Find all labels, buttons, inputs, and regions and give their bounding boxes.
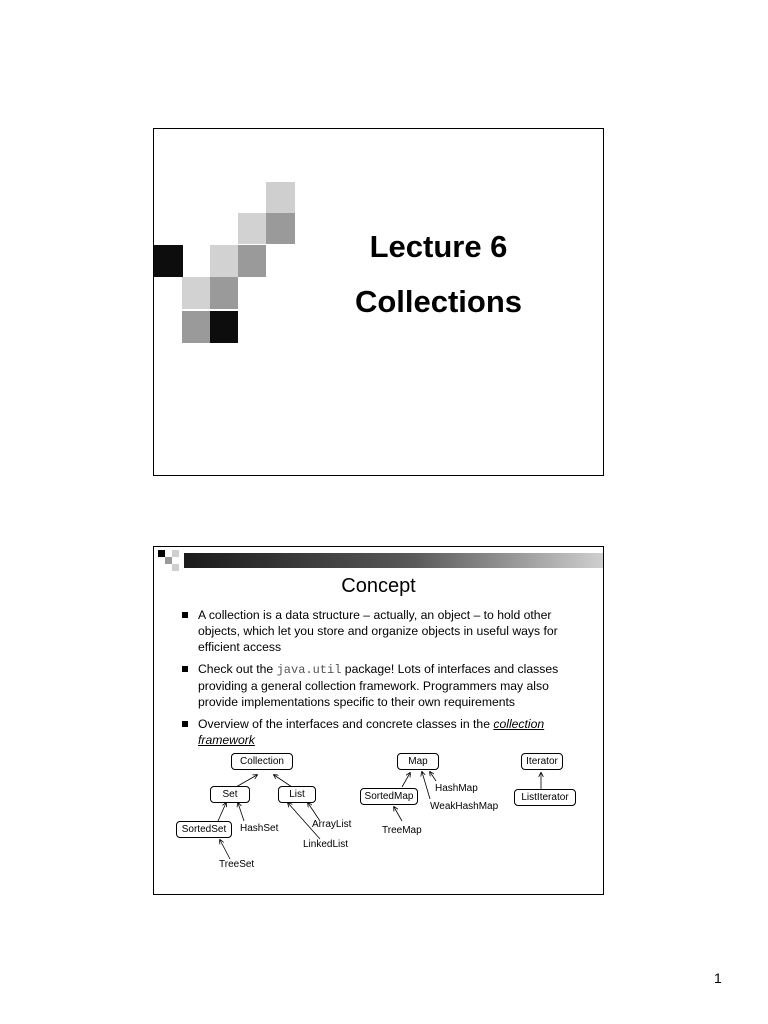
slide-title-line-1: Lecture 6 bbox=[369, 229, 508, 264]
iterator-node: Iterator bbox=[521, 753, 563, 770]
square bbox=[266, 182, 295, 213]
square bbox=[210, 277, 238, 309]
square bbox=[238, 245, 266, 277]
square bbox=[210, 245, 238, 277]
listiterator-node: ListIterator bbox=[514, 789, 576, 806]
treemap-label: TreeMap bbox=[382, 825, 422, 836]
bullet-text: Overview of the interfaces and concrete classes in the bbox=[198, 717, 494, 731]
arrow bbox=[402, 773, 410, 787]
arraylist-label: ArrayList bbox=[312, 819, 352, 830]
set-node: Set bbox=[210, 786, 250, 803]
hashmap-label: HashMap bbox=[435, 783, 478, 794]
collection-framework-link[interactable]: collection framework bbox=[198, 717, 545, 747]
slide-title-line-2: Collections bbox=[354, 284, 523, 319]
sortedmap-node: SortedMap bbox=[360, 788, 418, 805]
collection-node: Collection bbox=[231, 753, 293, 770]
square bbox=[182, 277, 210, 309]
sortedset-node: SortedSet bbox=[176, 821, 232, 838]
class-diagram-arrows bbox=[154, 547, 605, 896]
slide-title: Concept bbox=[341, 575, 416, 597]
arrow bbox=[422, 772, 430, 799]
square bbox=[154, 245, 183, 277]
arrow bbox=[220, 840, 230, 859]
bullet-text: A collection is a data structure – actually, an object – to hold other objects, which let you store and organize objects in useful ways for efficient access bbox=[198, 608, 558, 654]
map-node: Map bbox=[397, 753, 439, 770]
square bbox=[182, 311, 210, 343]
page-number: 1 bbox=[714, 970, 722, 986]
title-slide bbox=[153, 128, 604, 476]
arrow bbox=[430, 772, 436, 781]
hashset-label: HashSet bbox=[240, 823, 279, 834]
weakhashmap-label: WeakHashMap bbox=[430, 801, 499, 812]
arrow bbox=[218, 803, 226, 821]
bullet-text: package! Lots of interfaces and classes providing a general collection framework. Programmers may also provide implementations specific to their own requirements bbox=[198, 662, 559, 709]
code-text: java.util bbox=[276, 663, 342, 677]
square bbox=[210, 311, 238, 343]
arrow bbox=[394, 807, 402, 821]
treeset-label: TreeSet bbox=[219, 859, 255, 870]
list-node: List bbox=[278, 786, 316, 803]
arrow bbox=[238, 803, 244, 821]
square bbox=[238, 213, 266, 244]
linkedlist-label: LinkedList bbox=[303, 839, 349, 850]
bullet-text: Check out the bbox=[198, 662, 277, 676]
concept-slide bbox=[153, 546, 604, 895]
